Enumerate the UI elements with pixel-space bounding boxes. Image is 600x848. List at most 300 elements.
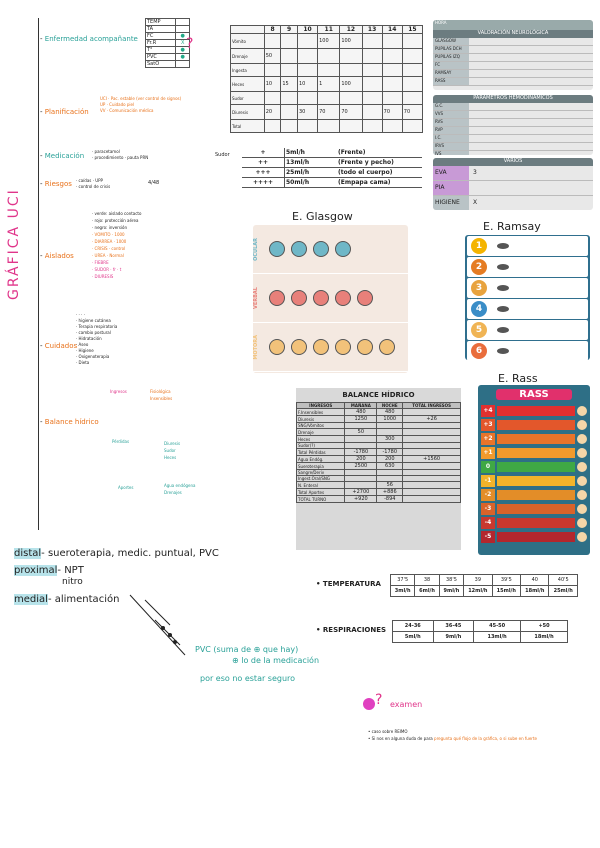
exam-label: examen: [390, 700, 423, 709]
balance-cell: Heces: [297, 436, 345, 443]
glasgow-section: [253, 225, 408, 274]
schedule-cell: Sudor: [231, 92, 265, 105]
hemo-row: [433, 111, 593, 119]
temperature-label: • TEMPERATURA: [316, 580, 381, 588]
hemo-row: [433, 151, 593, 155]
ramsay-eye-icon: [497, 243, 509, 249]
balance-cell: [345, 482, 377, 489]
balance-cell: 200: [377, 456, 403, 463]
rass-bar: [497, 532, 575, 542]
balance-cell: +2700: [345, 489, 377, 496]
respiration-rate: 18ml/h: [521, 632, 568, 643]
schedule-cell: [297, 64, 317, 77]
hemo-label: G.C.: [433, 103, 469, 110]
sudor-area: (Frente): [338, 149, 366, 156]
balance-header: TOTAL INGRESOS: [403, 403, 461, 409]
schedule-cell: [382, 77, 402, 92]
schedule-cell: [281, 64, 298, 77]
schedule-cell: [382, 92, 402, 105]
balance-cell: Sueroterapia: [297, 463, 345, 470]
schedule-cell: Diuresis: [231, 105, 265, 120]
sudor-sign: ++: [242, 158, 285, 168]
glasgow-section-label: OCULAR: [253, 237, 259, 261]
outline-label: Cuidados: [44, 342, 78, 350]
pvc-note3: por eso no estar seguro: [200, 674, 296, 683]
balance-cell: +886: [377, 489, 403, 496]
balance-cell: [403, 489, 461, 496]
hemo-label: I.C.: [433, 135, 469, 142]
varios-row: [433, 166, 593, 181]
glasgow-face-icon: [335, 339, 351, 355]
rass-level: [481, 488, 587, 501]
schedule-cell: 70: [340, 105, 362, 120]
balance-cell: 1000: [377, 416, 403, 423]
rass-level: [481, 516, 587, 529]
question-mark: ?: [186, 36, 194, 52]
temperature-rate: 18ml/h: [521, 586, 549, 597]
hourly-schedule-table: [230, 25, 423, 133]
neuro-row: [433, 62, 593, 70]
balance-cell: [403, 482, 461, 489]
schedule-cell: 100: [340, 34, 362, 49]
cuidados-notes: · · · · · higiene cutánea · Terapia respiratoria · cambio postural · Hidratación · Aseo · Higiene · Oxigenoterapia · Dieta: [76, 312, 118, 365]
neuro-label: RAMSAY: [433, 70, 469, 77]
balance-title: BALANCE HÍDRICO: [342, 391, 415, 399]
schedule-row: [231, 49, 423, 64]
small-table-cell: ●: [176, 47, 190, 54]
balance-cell: SNG/Vómitos: [297, 423, 345, 429]
schedule-cell: [281, 120, 298, 133]
outline-dash: -: [40, 108, 45, 116]
glasgow-face-icon: [313, 241, 329, 257]
schedule-cell: [402, 92, 422, 105]
balance-cell: +1560: [403, 456, 461, 463]
schedule-header: 13: [362, 26, 382, 34]
glasgow-face-icon: [291, 290, 307, 306]
balance-row: [297, 456, 461, 463]
glasgow-face-icon: [313, 290, 329, 306]
ramsay-number: 5: [471, 322, 487, 338]
balance-row: [297, 496, 461, 503]
balance-row: [297, 416, 461, 423]
temperature-value: 37'5: [391, 575, 415, 586]
rass-face-icon: [577, 462, 587, 472]
outline-label: Enfermedad acompañante: [44, 35, 138, 43]
schedule-cell: [281, 34, 298, 49]
rass-face-icon: [577, 406, 587, 416]
outline-dash: -: [40, 342, 45, 350]
schedule-header: 14: [382, 26, 402, 34]
temperature-value: 39: [464, 575, 492, 586]
rass-face-icon: [577, 434, 587, 444]
distal-line: distal- sueroterapia, medic. puntual, PVC: [14, 548, 219, 559]
outline-dash: -: [40, 418, 45, 426]
glasgow-section-label: VERBAL: [253, 286, 259, 309]
balance-cell: +920: [345, 496, 377, 503]
varios-value: [469, 181, 473, 195]
neuro-label: GLASGOW: [433, 38, 469, 45]
balance-cell: Sangre/Deriv: [297, 470, 345, 476]
schedule-cell: 100: [340, 77, 362, 92]
ramsay-eye-icon: [497, 264, 509, 270]
schedule-cell: [264, 34, 281, 49]
small-table-row: [146, 61, 190, 68]
varios-panel: VARIOS EVA 3 PIA HIGIENE X: [433, 158, 593, 210]
temperature-value: 38'5: [439, 575, 463, 586]
varios-row: [433, 196, 593, 210]
neuro-row: [433, 70, 593, 78]
hemo-row: [433, 135, 593, 143]
schedule-cell: [402, 49, 422, 64]
hemo-row: [433, 103, 593, 111]
catheter-diagram: [125, 590, 205, 670]
temperature-rate: 25ml/h: [549, 586, 578, 597]
ramsay-eye-icon: [497, 285, 509, 291]
hemo-label: IRVS: [433, 143, 469, 150]
schedule-cell: [297, 120, 317, 133]
schedule-row: [231, 77, 423, 92]
schedule-row: [231, 92, 423, 105]
schedule-cell: 10: [264, 77, 281, 92]
rass-level: [481, 418, 587, 431]
schedule-cell: [402, 120, 422, 133]
ramsay-level: [467, 257, 588, 277]
rass-face-icon: [577, 532, 587, 542]
ramsay-level: [467, 236, 588, 256]
schedule-cell: [318, 49, 340, 64]
schedule-cell: [297, 34, 317, 49]
small-table-cell: ●: [176, 33, 190, 40]
small-signs-table: [145, 18, 190, 68]
sudor-rate: 25ml/h: [286, 169, 310, 176]
schedule-cell: 70: [382, 105, 402, 120]
small-table-row: [146, 40, 190, 47]
schedule-cell: 70: [402, 105, 422, 120]
outline-label: Riesgos: [44, 180, 72, 188]
balance-cell: -1780: [377, 449, 403, 456]
varios-label: PIA: [433, 181, 469, 195]
rass-level: [481, 530, 587, 543]
rass-face-icon: [577, 476, 587, 486]
schedule-cell: [297, 92, 317, 105]
balance-card: [296, 388, 461, 550]
schedule-cell: [362, 49, 382, 64]
balance-cell: [377, 429, 403, 436]
small-table-cell: Fr.R: [146, 40, 176, 47]
ramsay-level: [467, 341, 588, 360]
balance-cell: 1250: [345, 416, 377, 423]
outline-dash: -: [40, 35, 45, 43]
balance-header: NOCHE: [377, 403, 403, 409]
balance-header: INGRESOS: [297, 403, 345, 409]
outline-item-4: [40, 180, 72, 188]
schedule-header: 11: [318, 26, 340, 34]
small-table-cell: [176, 26, 190, 33]
respiration-value: 36-45: [433, 621, 474, 632]
schedule-header: 9: [281, 26, 298, 34]
pvc-note2: ⊕ lo de la medicación: [232, 656, 320, 665]
outline-item-5: [40, 252, 74, 260]
sudor-area: (Frente y pecho): [338, 159, 394, 166]
ramsay-number: 3: [471, 280, 487, 296]
balance-row: [297, 463, 461, 470]
balance-cell: [403, 449, 461, 456]
outline-dash: -: [40, 252, 45, 260]
hemo-row: [433, 119, 593, 127]
schedule-cell: [402, 77, 422, 92]
balance-notes-4: Fisiológica Insensibles: [150, 389, 173, 401]
schedule-cell: Total: [231, 120, 265, 133]
glasgow-section: [253, 323, 408, 372]
temperature-table: [390, 574, 578, 597]
schedule-cell: [264, 64, 281, 77]
balance-row: [297, 449, 461, 456]
balance-table: [296, 402, 461, 503]
small-table-cell: T°: [146, 47, 176, 54]
glasgow-face-icon: [291, 241, 307, 257]
ramsay-card: [465, 235, 590, 360]
schedule-cell: [382, 49, 402, 64]
small-table-row: [146, 26, 190, 33]
outline-item-7: [40, 418, 99, 426]
respiration-value: 24-36: [393, 621, 434, 632]
schedule-cell: 15: [281, 77, 298, 92]
schedule-cell: [318, 120, 340, 133]
outline-label: Medicación: [44, 152, 85, 160]
varios-value: 3: [473, 169, 477, 176]
temperature-value: 38: [415, 575, 439, 586]
ramsay-eye-icon: [497, 327, 509, 333]
rass-face-icon: [577, 448, 587, 458]
schedule-cell: [382, 34, 402, 49]
balance-notes-6: Agua endógena Drenajes: [164, 483, 196, 495]
outline-item-2: [40, 108, 89, 116]
rass-level: [481, 474, 587, 487]
respiration-table: [392, 620, 568, 643]
rass-score: +3: [481, 419, 495, 431]
aislados-notes: · verde: aislado contacto · rojo: protección aérea · negro: inversión · VOMITO · 1000 · DIARREA · 1000 · CRISIS · control · UREA · Normal · FIEBRE · SUDOR · fr · t · DIURESIS: [92, 211, 142, 279]
schedule-cell: Heces: [231, 77, 265, 92]
schedule-cell: [281, 92, 298, 105]
balance-header: MAÑANA: [345, 403, 377, 409]
hemo-label: RVS: [433, 119, 469, 126]
respiration-rate: 5ml/h: [393, 632, 434, 643]
small-table-cell: ●: [176, 54, 190, 61]
rass-heading: RASS: [496, 389, 572, 400]
neuro-row: [433, 38, 593, 46]
rass-bar: [497, 504, 575, 514]
schedule-cell: [340, 64, 362, 77]
balance-cell: 480: [377, 409, 403, 416]
sudor-row: [242, 168, 422, 178]
temperature-rate: 6ml/h: [415, 586, 439, 597]
schedule-cell: [382, 64, 402, 77]
balance-cell: Sudor(?): [297, 443, 345, 449]
glasgow-face-icon: [269, 241, 285, 257]
schedule-header: 15: [402, 26, 422, 34]
schedule-cell: [340, 92, 362, 105]
respiration-value: 45-50: [474, 621, 521, 632]
schedule-cell: [362, 105, 382, 120]
ramsay-number: 6: [471, 343, 487, 359]
schedule-cell: Ingesta: [231, 64, 265, 77]
proximal-line: proximal- NPT: [14, 565, 84, 576]
rass-bar: [497, 462, 575, 472]
risk-notes: · caídas · UPP · control de crisis: [76, 178, 111, 189]
hemo-label: IVS: [433, 151, 469, 155]
rass-bar: [497, 490, 575, 500]
sudor-row: [242, 158, 422, 168]
schedule-cell: [281, 105, 298, 120]
varios-label: EVA: [433, 166, 469, 180]
small-table-cell: [176, 61, 190, 68]
exam-bullet: [363, 698, 375, 710]
balance-cell: N. Enteral: [297, 482, 345, 489]
rass-level: [481, 404, 587, 417]
temperature-rate: 9ml/h: [439, 586, 463, 597]
rass-face-icon: [577, 490, 587, 500]
balance-row: [297, 482, 461, 489]
rass-card: [478, 385, 590, 555]
ramsay-number: 2: [471, 259, 487, 275]
balance-cell: 56: [377, 482, 403, 489]
balance-cell: 630: [377, 463, 403, 470]
glasgow-icons: [263, 339, 395, 355]
rass-bar: [497, 406, 575, 416]
schedule-row: [231, 34, 423, 49]
neuro-row: [433, 46, 593, 54]
hemo-label: VVS: [433, 111, 469, 118]
balance-row: [297, 489, 461, 496]
outline-dash: -: [40, 180, 45, 188]
rass-score: +2: [481, 433, 495, 445]
sudor-rate: 5ml/h: [286, 149, 305, 156]
schedule-cell: [362, 92, 382, 105]
rass-face-icon: [577, 518, 587, 528]
schedule-cell: Drenaje: [231, 49, 265, 64]
hemo-panel: PARAMETROS HEMODINÁMICOS G.C. VVS RVS RVP I.C. IRVS IVS: [433, 95, 593, 155]
rass-title: E. Rass: [498, 372, 538, 385]
balance-notes: Ingresos: [110, 389, 127, 394]
balance-cell: Total Pérdidas: [297, 449, 345, 456]
hemo-row: [433, 127, 593, 135]
risk-value: 4/48: [148, 180, 160, 186]
balance-cell: [403, 463, 461, 470]
small-table-cell: [176, 19, 190, 26]
temperature-value: 40'5: [549, 575, 578, 586]
balance-notes-2: Pérdidas: [112, 439, 130, 444]
medial-line: medial- alimentación: [14, 594, 120, 605]
small-table-cell: TA: [146, 26, 176, 33]
neuro-label: PUPILAS DCH: [433, 46, 469, 53]
balance-cell: [403, 429, 461, 436]
ramsay-eye-icon: [497, 306, 509, 312]
rass-level: [481, 432, 587, 445]
glasgow-face-icon: [269, 290, 285, 306]
neuro-label: PUPILAS IZQ: [433, 54, 469, 61]
neuro-row: [433, 78, 593, 86]
schedule-row: [231, 105, 423, 120]
balance-cell: Agua Endóg.: [297, 456, 345, 463]
glasgow-icons: [263, 241, 351, 257]
balance-row: [297, 409, 461, 416]
balance-cell: [403, 436, 461, 443]
small-table-row: [146, 47, 190, 54]
balance-notes-3: Aportes: [118, 485, 134, 490]
outline-label: Aislados: [44, 252, 74, 260]
schedule-cell: [362, 34, 382, 49]
small-table-cell: PVC: [146, 54, 176, 61]
outline-item-1: [40, 35, 138, 43]
schedule-cell: [297, 49, 317, 64]
schedule-cell: [340, 120, 362, 133]
small-table-row: [146, 54, 190, 61]
schedule-row: [231, 64, 423, 77]
glasgow-section-label: MOTORA: [253, 334, 259, 360]
outline-dash: -: [40, 152, 45, 160]
small-table-cell: TEMP: [146, 19, 176, 26]
proximal-sub: nitro: [62, 577, 83, 587]
rass-bar: [497, 518, 575, 528]
schedule-cell: [264, 120, 281, 133]
glasgow-face-icon: [313, 339, 329, 355]
balance-cell: 480: [345, 409, 377, 416]
balance-cell: [403, 496, 461, 503]
rass-face-icon: [577, 420, 587, 430]
schedule-cell: [318, 92, 340, 105]
schedule-cell: [318, 64, 340, 77]
ramsay-number: 4: [471, 301, 487, 317]
sudor-label: Sudor: [215, 152, 230, 158]
glasgow-face-icon: [291, 339, 307, 355]
temperature-rate: 12ml/h: [464, 586, 492, 597]
sudor-area: (Empapa cama): [338, 179, 391, 186]
glasgow-card: [253, 225, 408, 373]
schedule-cell: 50: [264, 49, 281, 64]
respiration-value: +50: [521, 621, 568, 632]
balance-row: [297, 436, 461, 443]
small-table-cell: SatO: [146, 61, 176, 68]
rass-bar: [497, 476, 575, 486]
sudor-sign: +: [242, 148, 285, 158]
sudor-table: [242, 148, 422, 188]
rass-score: -2: [481, 489, 495, 501]
balance-cell: +26: [403, 416, 461, 423]
schedule-header: [231, 26, 265, 34]
rass-score: -5: [481, 531, 495, 543]
balance-cell: 200: [345, 456, 377, 463]
sudor-rate: 13ml/h: [286, 159, 310, 166]
schedule-cell: [264, 92, 281, 105]
schedule-cell: 20: [264, 105, 281, 120]
schedule-header: 10: [297, 26, 317, 34]
rass-score: +1: [481, 447, 495, 459]
balance-row: [297, 429, 461, 436]
rass-bar: [497, 420, 575, 430]
temperature-value: 40: [521, 575, 549, 586]
balance-cell: 2500: [345, 463, 377, 470]
varios-row: [433, 181, 593, 196]
balance-cell: 50: [345, 429, 377, 436]
schedule-cell: [382, 120, 402, 133]
balance-cell: [345, 436, 377, 443]
varios-label: HIGIENE: [433, 196, 469, 210]
glasgow-face-icon: [357, 339, 373, 355]
schedule-cell: [402, 34, 422, 49]
balance-cell: TOTAL TURNO: [297, 496, 345, 503]
pvc-note: PVC (suma de ⊕ que hay): [195, 645, 299, 654]
balance-cell: Diuresis: [297, 416, 345, 423]
